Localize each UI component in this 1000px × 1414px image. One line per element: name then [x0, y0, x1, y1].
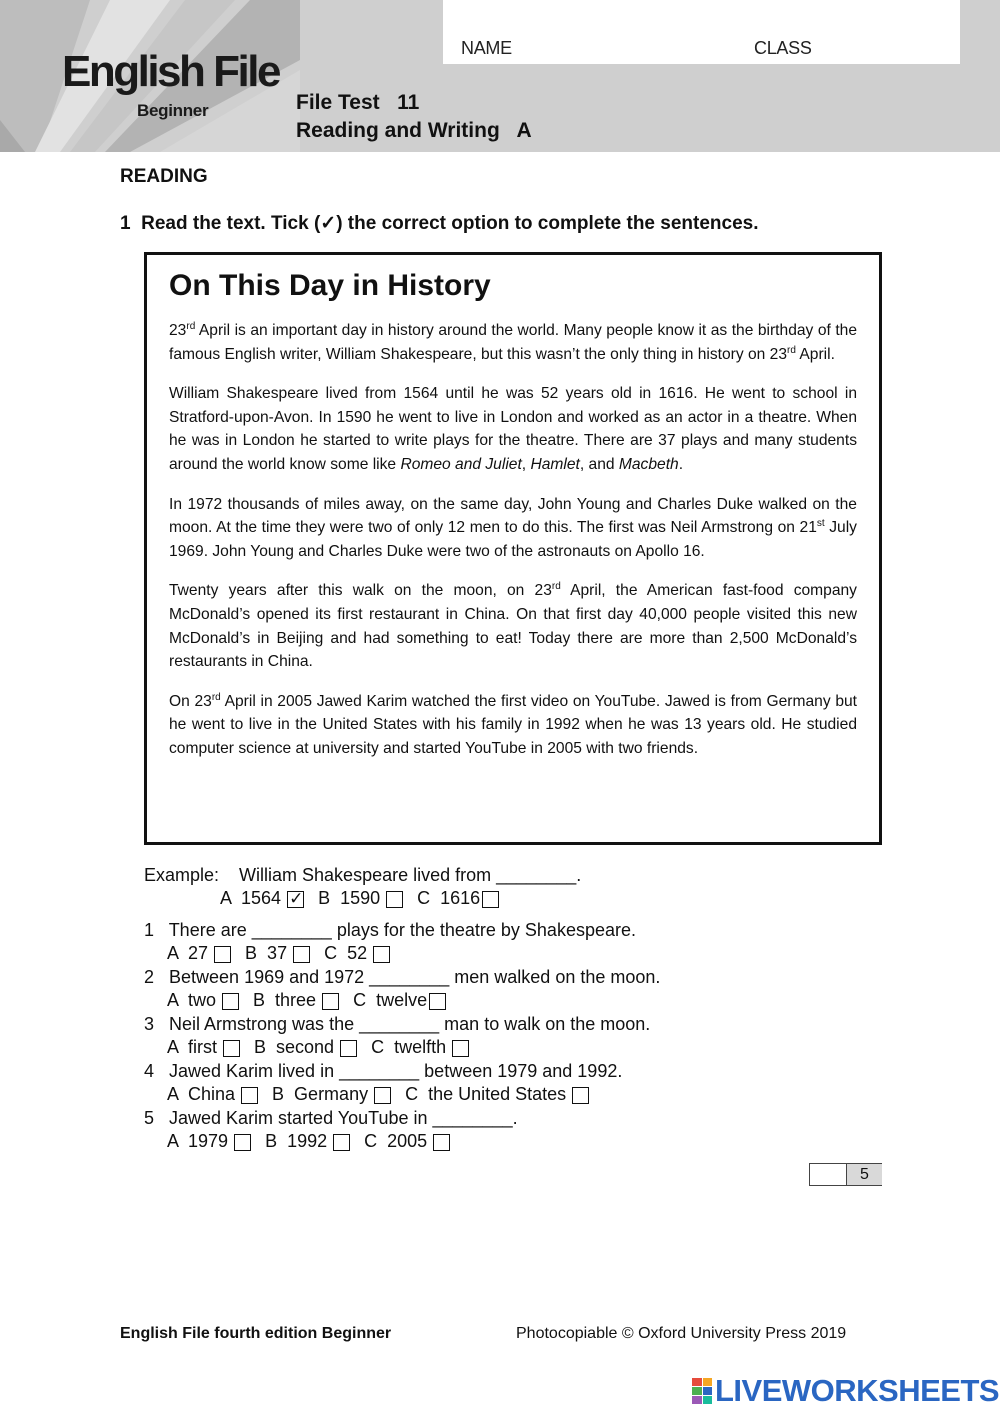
- test-title: [296, 89, 532, 145]
- liveworksheets-brand: LIVEWORKSHEETS: [715, 1373, 1000, 1408]
- q3-checkbox-b[interactable]: [340, 1040, 357, 1057]
- reading-text-box: [144, 252, 882, 845]
- article-title: On This Day in History: [169, 269, 491, 302]
- footer-copyright: Photocopiable © Oxford University Press 2019: [516, 1325, 847, 1342]
- q5-checkbox-a[interactable]: [234, 1134, 251, 1151]
- question-3-stem: 3 Neil Armstrong was the ________ man to walk on the moon.: [144, 1014, 651, 1034]
- score-box[interactable]: [809, 1163, 882, 1186]
- q1-checkbox-b[interactable]: [293, 946, 310, 963]
- q2-checkbox-c[interactable]: [429, 993, 446, 1010]
- question-1-stem: 1 There are ________ plays for the theatre by Shakespeare.: [144, 920, 636, 940]
- question-5-options: A 1979 B 1992 C 2005: [167, 1130, 456, 1152]
- q1-checkbox-a[interactable]: [214, 946, 231, 963]
- question-1-options: A 27 B 37 C 52: [167, 942, 396, 964]
- q5-checkbox-b[interactable]: [333, 1134, 350, 1151]
- english-file-logo: English File: [62, 47, 279, 96]
- liveworksheets-logo[interactable]: [692, 1373, 999, 1409]
- page-header: [0, 0, 1000, 152]
- test-subtitle: Reading and Writing A: [296, 119, 532, 142]
- example-checkbox-c[interactable]: [482, 891, 499, 908]
- q2-checkbox-b[interactable]: [322, 993, 339, 1010]
- name-class-box[interactable]: [443, 0, 960, 64]
- score-total: 5: [846, 1164, 882, 1185]
- logo-level: Beginner: [137, 101, 209, 120]
- q3-checkbox-c[interactable]: [452, 1040, 469, 1057]
- test-number: File Test 11: [296, 91, 420, 114]
- q2-checkbox-a[interactable]: [222, 993, 239, 1010]
- name-label: NAME: [461, 38, 512, 58]
- liveworksheets-icon: [692, 1378, 712, 1404]
- question-4-options: A China B Germany C the United States: [167, 1083, 595, 1105]
- paragraph-4: Twenty years after this walk on the moon, on 23rd April, the American fast-food company McDonald’s opened its first restaurant in China. On that first day 40,000 people visited this new McDonald’s in Beijing and had something to eat! Today there are more than 2,500 McDonald’s restaurants in China.: [169, 581, 857, 671]
- question-4-stem: 4 Jawed Karim lived in ________ between 1979 and 1992.: [144, 1061, 623, 1081]
- example-options: A 1564 ✓ B 1590 C 1616: [220, 887, 505, 909]
- paragraph-3: In 1972 thousands of miles away, on the same day, John Young and Charles Duke walked on the moon. At the time they were two of only 12 men to do this. The first was Neil Armstrong on 21st July 1969. John Young and Charles Duke were two of the astronauts on Apollo 16.: [169, 495, 857, 560]
- question-2-stem: 2 Between 1969 and 1972 ________ men walked on the moon.: [144, 967, 661, 987]
- footer-edition: English File fourth edition Beginner: [120, 1325, 392, 1342]
- example-checkbox-b[interactable]: [386, 891, 403, 908]
- class-label: CLASS: [754, 38, 812, 58]
- q1-checkbox-c[interactable]: [373, 946, 390, 963]
- q4-checkbox-b[interactable]: [374, 1087, 391, 1104]
- question-2-options: A two B three C twelve: [167, 989, 452, 1011]
- example-stem: Example: William Shakespeare lived from ________.: [144, 865, 582, 885]
- q4-checkbox-a[interactable]: [241, 1087, 258, 1104]
- q3-checkbox-a[interactable]: [223, 1040, 240, 1057]
- paragraph-1: 23rd April is an important day in history around the world. Many people know it as the birthday of the famous English writer, William Shakespeare, but this wasn’t the only thing in history on 23rd April.: [169, 320, 857, 363]
- q4-checkbox-c[interactable]: [572, 1087, 589, 1104]
- instruction: 1 Read the text. Tick (✓) the correct option to complete the sentences.: [120, 213, 759, 234]
- section-title: READING: [120, 166, 208, 187]
- question-3-options: A first B second C twelfth: [167, 1036, 475, 1058]
- question-5-stem: 5 Jawed Karim started YouTube in ________.: [144, 1108, 518, 1128]
- example-checkbox-a[interactable]: [287, 891, 304, 908]
- q5-checkbox-c[interactable]: [433, 1134, 450, 1151]
- paragraph-5: On 23rd April in 2005 Jawed Karim watched the first video on YouTube. Jawed is from Germany but he went to live in the United States with his family in 1992 when he was 13 years old. He studied computer science at university and started YouTube in 2005 with two friends.: [169, 691, 857, 757]
- paragraph-2: William Shakespeare lived from 1564 until he was 52 years old in 1616. He went to school in Stratford-upon-Avon. In 1590 he went to live in London and worked as an actor in a theatre. When he was in London he started to write plays for the theatre. There are 37 plays and many students around the world know some like Romeo and Juliet, Hamlet, and Macbeth.: [169, 385, 857, 473]
